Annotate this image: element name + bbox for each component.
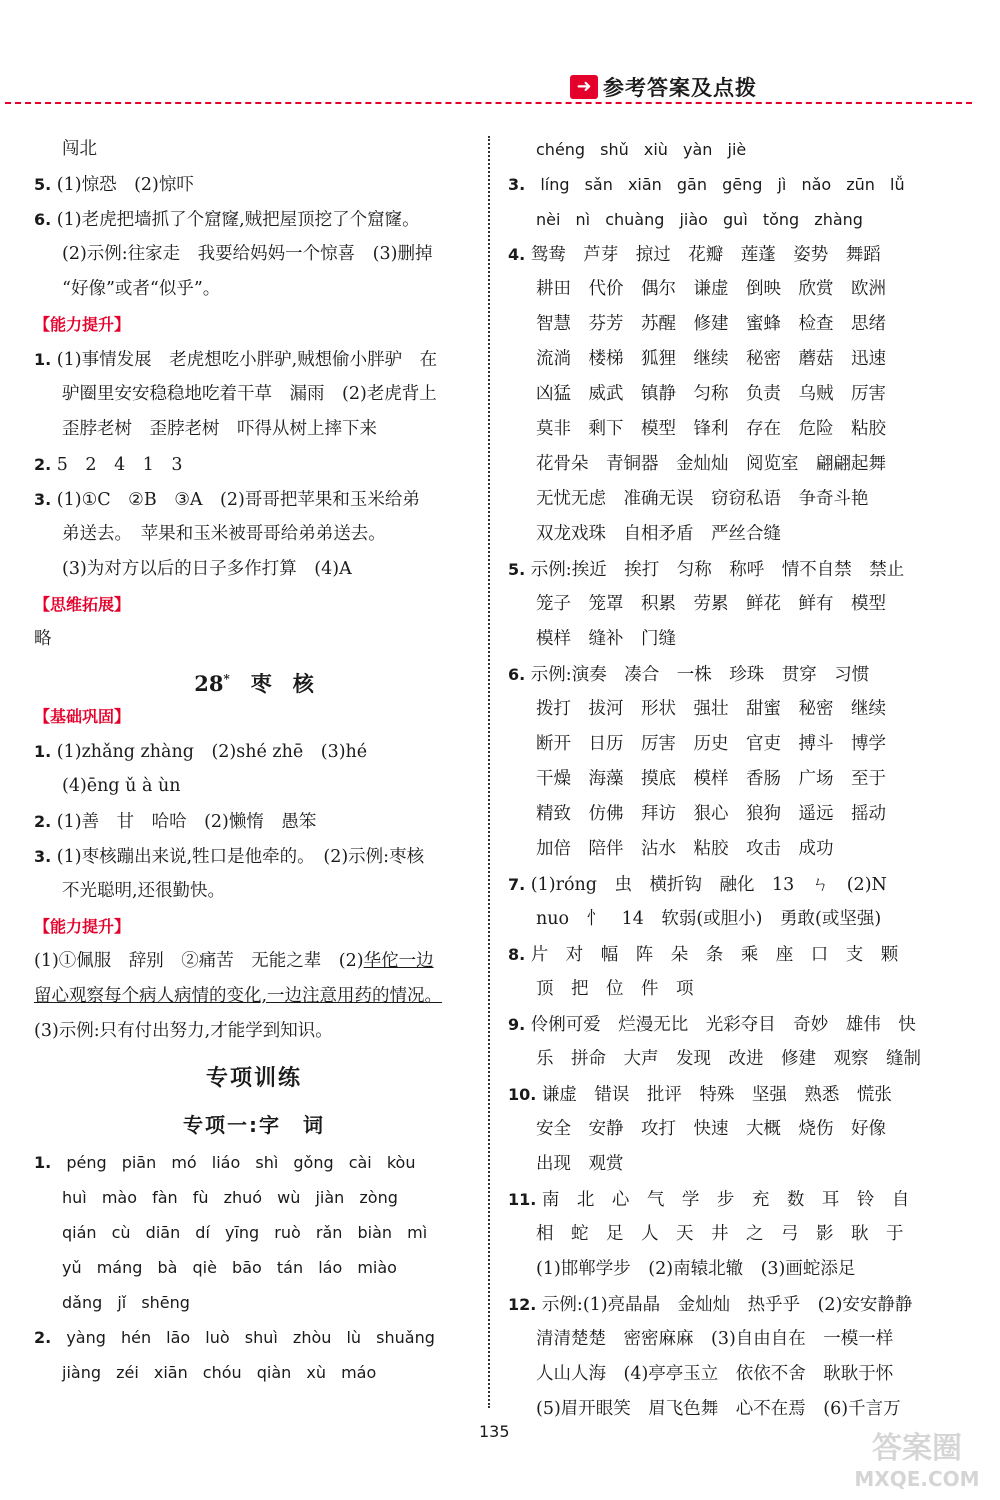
- answer-line: [508, 1007, 956, 1042]
- lesson-mark: *: [223, 672, 230, 686]
- section-badge: [34, 699, 474, 734]
- badge-text: 【能力提升】: [34, 315, 131, 334]
- section-badge: [34, 587, 474, 622]
- answer-text: 模样 缝补 门缝: [536, 629, 676, 649]
- answer-line: [508, 1182, 956, 1217]
- section-title: 专项训练: [205, 1066, 302, 1091]
- answer-text: (1)róng 虫 横折钩 融化 13 ㄣ (2)N: [530, 875, 887, 895]
- answer-text: (1)惊恐 (2)惊吓: [56, 175, 194, 195]
- answer-text: (1)①C ②B ③A (2)哥哥把苹果和玉米给弟: [56, 490, 420, 510]
- answer-text: (1)事情发展 老虎想吃小胖驴,贼想偷小胖驴 在: [56, 350, 438, 370]
- answer-line: [508, 132, 956, 167]
- answer-text: (1)zhǎng zhàng (2)shé zhē (3)hé: [56, 742, 368, 762]
- item-number: 2.: [34, 455, 52, 474]
- item-number: 3.: [34, 847, 52, 866]
- answer-text: (2)示例:往家走 我要给妈妈一个惊喜 (3)删掉: [62, 244, 433, 264]
- item-number: 9.: [508, 1015, 526, 1034]
- answer-text: (3)为对方以后的日子多作打算 (4)A: [62, 559, 352, 579]
- answer-line: [508, 447, 956, 482]
- page-number: 135: [479, 1422, 510, 1441]
- badge-text: 【能力提升】: [34, 917, 131, 936]
- answer-line: [508, 692, 956, 727]
- answer-line: [34, 1180, 474, 1215]
- answer-text: 谦虚 错误 批评 特殊 坚强 熟悉 慌张: [541, 1085, 892, 1105]
- answer-line: [508, 657, 956, 692]
- answer-line: [508, 1077, 956, 1112]
- svg-text:MXQE.COM: MXQE.COM: [854, 1467, 980, 1491]
- answer-text: dǎng jǐ shēng: [62, 1293, 190, 1312]
- answer-text: 乐 拼命 大声 发现 改进 修建 观察 缝制: [536, 1049, 921, 1069]
- answer-line: [508, 622, 956, 657]
- item-number: 6.: [508, 665, 526, 684]
- answer-line: [508, 272, 956, 307]
- answer-text: 示例:(1)亮晶晶 金灿灿 热乎乎 (2)安安静静: [541, 1295, 913, 1315]
- item-number: 3.: [508, 175, 526, 194]
- answer-line: [508, 1042, 956, 1077]
- column-divider: [488, 136, 490, 1408]
- answer-line: [34, 979, 474, 1014]
- answer-text: 略: [34, 629, 52, 649]
- answer-line: [508, 1322, 956, 1357]
- answer-text: 笼子 笼罩 积累 劳累 鲜花 鲜有 模型: [536, 594, 886, 614]
- answer-text: 顶 把 位 件 项: [536, 979, 694, 999]
- answer-line: [34, 167, 474, 202]
- answer-text: 人山人海 (4)亭亭玉立 依依不舍 耿耿于怀: [536, 1364, 894, 1384]
- answer-text: 南 北 心 气 学 步 充 数 耳 铃 自: [541, 1190, 910, 1210]
- answer-text: 双龙戏珠 自相矛盾 严丝合缝: [536, 524, 781, 544]
- answer-text: “好像”或者“似乎”。: [62, 279, 221, 299]
- lesson-number: 28: [194, 671, 224, 696]
- answer-line: [508, 762, 956, 797]
- answer-line: [34, 342, 474, 377]
- answer-text: 不光聪明,还很勤快。: [62, 881, 226, 901]
- answer-text: 示例:演奏 凑合 一株 珍珠 贯穿 习惯: [530, 665, 870, 685]
- answer-line: [508, 972, 956, 1007]
- badge-text: 【基础巩固】: [34, 707, 131, 726]
- answer-text: 无忧无虑 准确无误 窃窃私语 争奇斗艳: [536, 489, 869, 509]
- answer-line: [34, 769, 474, 804]
- item-number: 1.: [34, 350, 52, 369]
- answer-line: [508, 202, 956, 237]
- item-number: 11.: [508, 1190, 537, 1209]
- underlined-text: 华佗一边: [363, 951, 434, 971]
- answer-text: 鸳鸯 芦芽 掠过 花瓣 莲蓬 姿势 舞蹈: [530, 245, 881, 265]
- answer-line: [508, 1112, 956, 1147]
- lesson-title: [34, 657, 474, 699]
- answer-text: 耕田 代价 偶尔 谦虚 倒映 欣赏 欧洲: [536, 279, 886, 299]
- answer-line: [34, 132, 474, 167]
- item-number: 2.: [34, 1328, 52, 1347]
- answer-text: (3)示例:只有付出努力,才能学到知识。: [34, 1021, 333, 1041]
- answer-line: [34, 482, 474, 517]
- answer-line: [34, 202, 474, 237]
- answer-line: [34, 874, 474, 909]
- answer-text: 精致 仿佛 拜访 狠心 狼狗 遥远 摇动: [536, 804, 886, 824]
- answer-line: [508, 937, 956, 972]
- item-number: 1.: [34, 742, 52, 761]
- answer-line: [508, 1217, 956, 1252]
- watermark-logo: [842, 1424, 992, 1494]
- answer-line: [34, 944, 474, 979]
- answer-line: [508, 167, 956, 202]
- answer-text: 莫非 剩下 模型 锋利 存在 危险 粘胶: [536, 419, 886, 439]
- answer-text: 拨打 拔河 形状 强壮 甜蜜 秘密 继续: [536, 699, 886, 719]
- answer-line: [508, 832, 956, 867]
- answer-text: 相 蛇 足 人 天 井 之 弓 影 耿 于: [536, 1224, 904, 1244]
- answer-line: [508, 342, 956, 377]
- answer-text: 示例:挨近 挨打 匀称 称呼 情不自禁 禁止: [530, 560, 905, 580]
- answer-line: [508, 377, 956, 412]
- answer-line: [34, 1014, 474, 1049]
- answer-line: [508, 727, 956, 762]
- badge-text: 【思维拓展】: [34, 595, 131, 614]
- answer-line: [34, 839, 474, 874]
- answer-text: 弟送去。 苹果和玉米被哥哥给弟弟送去。: [62, 524, 386, 544]
- item-number: 12.: [508, 1295, 537, 1314]
- answer-line: [508, 412, 956, 447]
- answer-text: (1)善 甘 哈哈 (2)懒惰 愚笨: [56, 812, 317, 832]
- header-divider: [5, 102, 972, 104]
- answer-line: [508, 552, 956, 587]
- answer-line: [34, 377, 474, 412]
- answer-line: [508, 867, 956, 902]
- answer-text: (1)枣核蹦出来说,牲口是他牵的。 (2)示例:枣核: [56, 847, 425, 867]
- answer-text: nuo 忄 14 软弱(或胆小) 勇敢(或坚强): [536, 909, 882, 929]
- item-number: 5.: [34, 175, 52, 194]
- left-column: [34, 132, 474, 1390]
- answer-text: (1)①佩服 辞别 ②痛苦 无能之辈 (2): [34, 951, 364, 971]
- page-header: [0, 70, 1000, 110]
- answer-text: (1)老虎把墙抓了个窟窿,贼把屋顶挖了个窟窿。: [56, 210, 420, 230]
- answer-line: [34, 1320, 474, 1355]
- answer-line: [508, 237, 956, 272]
- item-number: 2.: [34, 812, 52, 831]
- answer-text: 闯北: [62, 139, 97, 159]
- answer-line: [34, 1215, 474, 1250]
- answer-line: [34, 447, 474, 482]
- answer-line: [34, 237, 474, 272]
- answer-line: [508, 1357, 956, 1392]
- item-number: 1.: [34, 1153, 52, 1172]
- answer-line: [508, 1147, 956, 1182]
- answer-line: [508, 517, 956, 552]
- answer-line: [508, 1252, 956, 1287]
- item-number: 5.: [508, 560, 526, 579]
- answer-text: yǔ máng bà qiè bāo tán láo miào: [62, 1258, 397, 1277]
- answer-text: yàng hén lāo luò shuì zhòu lù shuǎng: [66, 1328, 435, 1347]
- answer-line: [508, 902, 956, 937]
- answer-line: [34, 272, 474, 307]
- answer-text: (1)邯郸学步 (2)南辕北辙 (3)画蛇添足: [536, 1259, 856, 1279]
- answer-text: 歪脖老树 歪脖老树 吓得从树上摔下来: [62, 419, 377, 439]
- answer-line: [508, 587, 956, 622]
- answer-text: 断开 日历 厉害 历史 官吏 搏斗 博学: [536, 734, 886, 754]
- answer-text: 凶猛 威武 镇静 匀称 负责 乌贼 厉害: [536, 384, 886, 404]
- answer-line: [34, 552, 474, 587]
- answer-line: [508, 307, 956, 342]
- item-number: 8.: [508, 945, 526, 964]
- answer-line: [34, 734, 474, 769]
- answer-line: [34, 622, 474, 657]
- underlined-text: 留心观察每个病人病情的变化,一边注意用药的情况。: [34, 986, 443, 1006]
- answer-line: [34, 804, 474, 839]
- answer-text: 加倍 陪伴 沾水 粘胶 攻击 成功: [536, 839, 834, 859]
- answer-text: 驴圈里安安稳稳地吃着干草 漏雨 (2)老虎背上: [62, 384, 437, 404]
- answer-text: 智慧 芬芳 苏醒 修建 蜜蜂 检查 思绪: [536, 314, 886, 334]
- answer-line: [508, 482, 956, 517]
- answer-line: [508, 797, 956, 832]
- answer-text: (5)眉开眼笑 眉飞色舞 心不在焉 (6)千言万: [536, 1399, 901, 1419]
- answer-line: [508, 1392, 956, 1427]
- answer-text: 花骨朵 青铜器 金灿灿 阅览室 翩翩起舞: [536, 454, 886, 474]
- answer-text: jiàng zéi xiān chóu qiàn xù máo: [62, 1363, 377, 1382]
- section-badge: [34, 909, 474, 944]
- answer-text: nèi nì chuàng jiào guì tǒng zhàng: [536, 210, 863, 229]
- answer-text: qián cù diān dí yīng ruò rǎn biàn mì: [62, 1223, 428, 1242]
- answer-line: [34, 1250, 474, 1285]
- answer-text: péng piān mó liáo shì gǒng cài kòu: [66, 1153, 416, 1172]
- right-column: [508, 132, 956, 1427]
- answer-text: chéng shǔ xiù yàn jiè: [536, 140, 747, 159]
- answer-text: 片 对 幅 阵 朵 条 乘 座 口 支 颗: [530, 945, 899, 965]
- answer-text: 流淌 楼梯 狐狸 继续 秘密 蘑菇 迅速: [536, 349, 886, 369]
- answer-line: [34, 1355, 474, 1390]
- answer-line: [34, 517, 474, 552]
- answer-text: (4)ēng ǔ à ùn: [62, 776, 181, 796]
- item-number: 4.: [508, 245, 526, 264]
- answer-text: líng sǎn xiān gān gēng jì nǎo zūn lǚ: [540, 175, 905, 194]
- answer-text: 干燥 海藻 摸底 模样 香肠 广场 至于: [536, 769, 886, 789]
- answer-text: huì mào fàn fù zhuó wù jiàn zòng: [62, 1188, 398, 1207]
- svg-text:答案圈: 答案圈: [872, 1431, 962, 1466]
- answer-line: [34, 412, 474, 447]
- answer-line: [508, 1287, 956, 1322]
- item-number: 10.: [508, 1085, 537, 1104]
- subsection-title: 专项一:字 词: [183, 1113, 325, 1137]
- answer-text: 安全 安静 攻打 快速 大概 烧伤 好像: [536, 1119, 886, 1139]
- item-number: 7.: [508, 875, 526, 894]
- answer-line: [34, 1285, 474, 1320]
- answer-line: [34, 1145, 474, 1180]
- item-number: 3.: [34, 490, 52, 509]
- section-badge: [34, 307, 474, 342]
- arrow-icon: ➜: [570, 75, 598, 99]
- header-title: 参考答案及点拨: [603, 76, 757, 100]
- lesson-name: 枣 核: [250, 671, 314, 696]
- answer-text: 伶俐可爱 烂漫无比 光彩夺目 奇妙 雄伟 快: [530, 1015, 916, 1035]
- answer-text: 清清楚楚 密密麻麻 (3)自由自在 一模一样: [536, 1329, 894, 1349]
- answer-text: 出现 观赏: [536, 1154, 624, 1174]
- answer-text: 5 2 4 1 3: [56, 455, 183, 475]
- item-number: 6.: [34, 210, 52, 229]
